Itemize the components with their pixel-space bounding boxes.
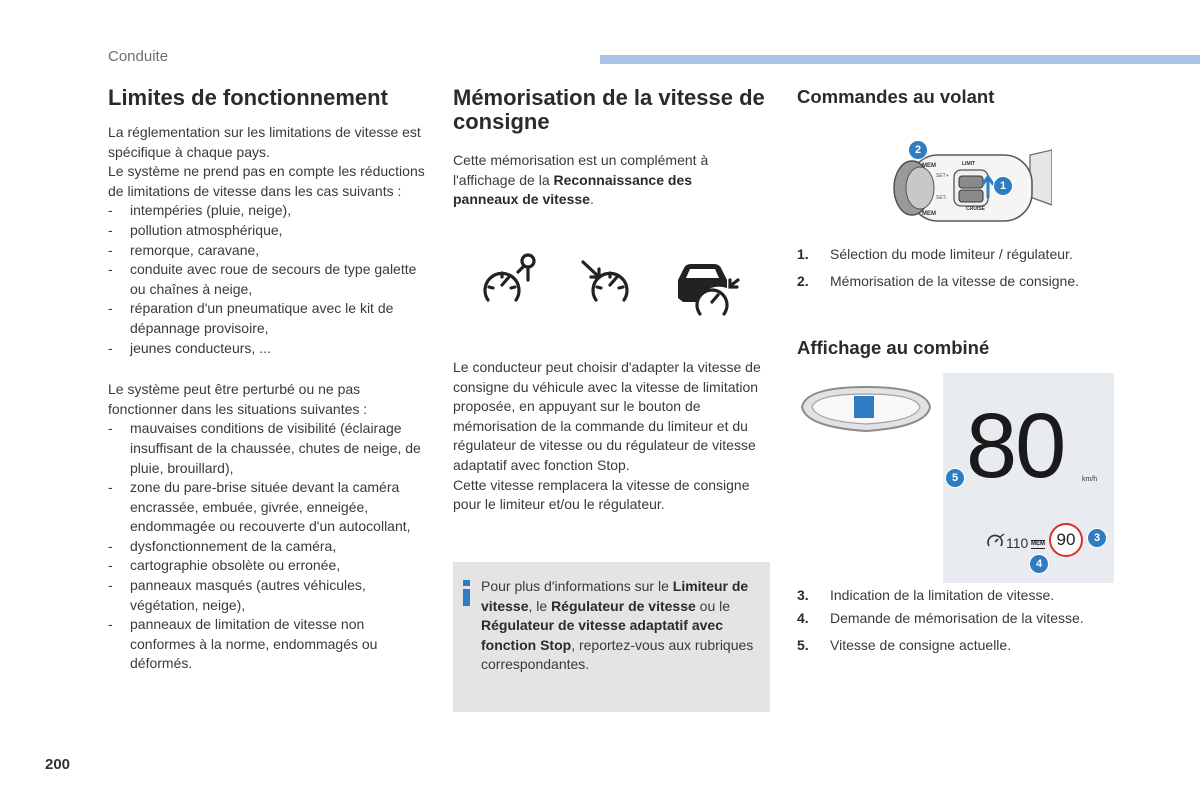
info-bold-adaptive: Régulateur de vitesse adaptatif avec fonction Stop xyxy=(481,617,723,653)
memorisation-intro xyxy=(453,151,733,210)
limits-paragraph-1: La réglementation sur les limitations de vitesse est spécifique à chaque pays. xyxy=(108,124,421,160)
page-number: 200 xyxy=(45,756,71,773)
memorisation-body xyxy=(453,358,768,515)
steering-controls-legend xyxy=(797,245,1117,292)
legend-item-4 xyxy=(797,609,1117,629)
speed-memory-arrow-icon xyxy=(583,262,627,300)
legend-number-1: 1. xyxy=(797,246,809,262)
memorisation-title: Mémorisation de la vitesse de consigne xyxy=(453,85,765,134)
stalk-cruise-label: CRUISE xyxy=(966,206,985,212)
cluster-mem-indicator: MEM xyxy=(1031,541,1045,547)
legend-number-2: 2. xyxy=(797,273,809,290)
list-item: - pollution atmosphérique, xyxy=(108,221,426,241)
legend-text-4: Demande de mémorisation de la vitesse. xyxy=(830,610,1084,627)
stalk-set-plus-label: SET+ xyxy=(936,173,949,179)
list-item: - intempéries (pluie, neige), xyxy=(108,201,426,221)
header-accent-bar xyxy=(600,55,1200,64)
legend-item-2 xyxy=(797,272,1117,292)
legend-number-4: 4. xyxy=(797,610,809,627)
callout-badge-3: 3 xyxy=(1087,528,1107,548)
info-text-1: Pour plus d'informations sur le xyxy=(481,578,673,594)
info-bold-cruise: Régulateur de vitesse xyxy=(551,597,696,614)
list-item: - panneaux de limitation de vitesse non conformes à la norme, endommagés ou déformés. xyxy=(108,615,426,674)
limits-list-2 xyxy=(108,419,426,674)
list-item: - remorque, caravane, xyxy=(108,241,426,261)
list-item: - conduite avec roue de secours de type galette ou chaînes à neige, xyxy=(108,260,426,299)
legend-text-2: Mémorisation de la vitesse de consigne. xyxy=(830,273,1080,290)
info-text-3: ou le xyxy=(695,597,731,614)
intro-text-bold: Reconnaissance des panneaux de vitesse xyxy=(453,171,693,208)
cluster-display-title: Affichage au combiné xyxy=(797,337,990,358)
dashboard-miniature xyxy=(798,381,934,437)
cluster-speed-value: 80 xyxy=(966,395,1065,497)
legend-text-1: Sélection du mode limiteur / régulateur. xyxy=(830,246,1073,262)
cluster-set-speed: 110 xyxy=(1006,535,1029,551)
info-text xyxy=(481,577,757,675)
memorisation-paragraph-3: Cette vitesse remplacera la vitesse de consigne pour le limiteur et/ou le régulateur. xyxy=(453,476,750,513)
info-text-2: , le xyxy=(528,597,552,614)
list-item: - dysfonctionnement de la caméra, xyxy=(108,537,426,557)
list-item: - zone du pare-brise située devant la caméra encrassée, embuée, givrée, enneigée, endommagée ou recouverte d'un autocollant, xyxy=(108,478,426,537)
legend-item-5 xyxy=(797,636,1117,656)
callout-badge-2: 2 xyxy=(908,140,928,160)
stalk-set-minus-label: SET- xyxy=(936,195,948,201)
intro-text-a: Cette mémorisation est un complément à l'affichage de la xyxy=(453,152,709,188)
legend-number-3: 3. xyxy=(797,587,809,603)
adaptive-cruise-icon xyxy=(678,264,738,314)
stalk-mem-bottom-label: MEM xyxy=(922,211,936,217)
memorisation-paragraph-2: Le conducteur peut choisir d'adapter la vitesse de consigne du véhicule avec la vitesse de limitation proposée, en appuyant sur le bouton de mémorisation de la commande du limiteur et du régulateur de vitesse ou du régulateur de vitesse adaptatif avec fonction Stop. xyxy=(453,359,761,473)
steering-controls-title: Commandes au volant xyxy=(797,86,995,107)
list-item: - cartographie obsolète ou erronée, xyxy=(108,556,426,576)
limits-paragraph-2: Le système ne prend pas en compte les réductions de limitations de vitesse dans les cas suivants : xyxy=(108,163,425,199)
stalk-mem-top-label: MEM xyxy=(922,163,936,169)
callout-badge-5: 5 xyxy=(945,468,965,488)
info-text-4: , reportez-vous aux rubriques correspondantes. xyxy=(481,636,754,673)
stalk-limit-label: LIMIT xyxy=(962,161,976,167)
intro-text-c: . xyxy=(589,191,594,208)
legend-item-3 xyxy=(797,586,1117,606)
limits-list-1 xyxy=(108,201,426,358)
section-label: Conduite xyxy=(108,48,169,65)
list-item: - mauvaises conditions de visibilité (éclairage insuffisant de la chaussée, chutes de neige, de pluie, brouillard), xyxy=(108,419,426,478)
info-icon xyxy=(462,580,472,606)
callout-badge-1: 1 xyxy=(993,176,1013,196)
list-item: - réparation d'un pneumatique avec le kit de dépannage provisoire, xyxy=(108,299,426,338)
column-memorisation xyxy=(453,86,768,210)
speed-limit-memory-icon xyxy=(485,255,534,300)
legend-item-1 xyxy=(797,245,1117,265)
legend-text-5: Vitesse de consigne actuelle. xyxy=(830,637,1012,654)
list-item: - jeunes conducteurs, ... xyxy=(108,339,426,359)
speed-limit-sign: 90 xyxy=(1049,523,1083,557)
legend-number-5: 5. xyxy=(797,637,809,654)
memorisation-pictograms xyxy=(478,248,748,326)
column-limits xyxy=(108,86,426,674)
cluster-legend xyxy=(797,586,1117,656)
callout-badge-4: 4 xyxy=(1029,554,1049,574)
cruise-gauge-icon xyxy=(986,533,1006,549)
legend-text-3: Indication de la limitation de vitesse. xyxy=(830,587,1055,603)
limits-title: Limites de fonctionnement xyxy=(108,85,388,110)
cluster-speed-unit: km/h xyxy=(1082,476,1098,483)
limits-paragraph-3: Le système peut être perturbé ou ne pas fonctionner dans les situations suivantes : xyxy=(108,381,368,417)
info-bold-limiter: Limiteur de vitesse xyxy=(481,578,749,614)
list-item: - panneaux masqués (autres véhicules, végétation, neige), xyxy=(108,576,426,615)
